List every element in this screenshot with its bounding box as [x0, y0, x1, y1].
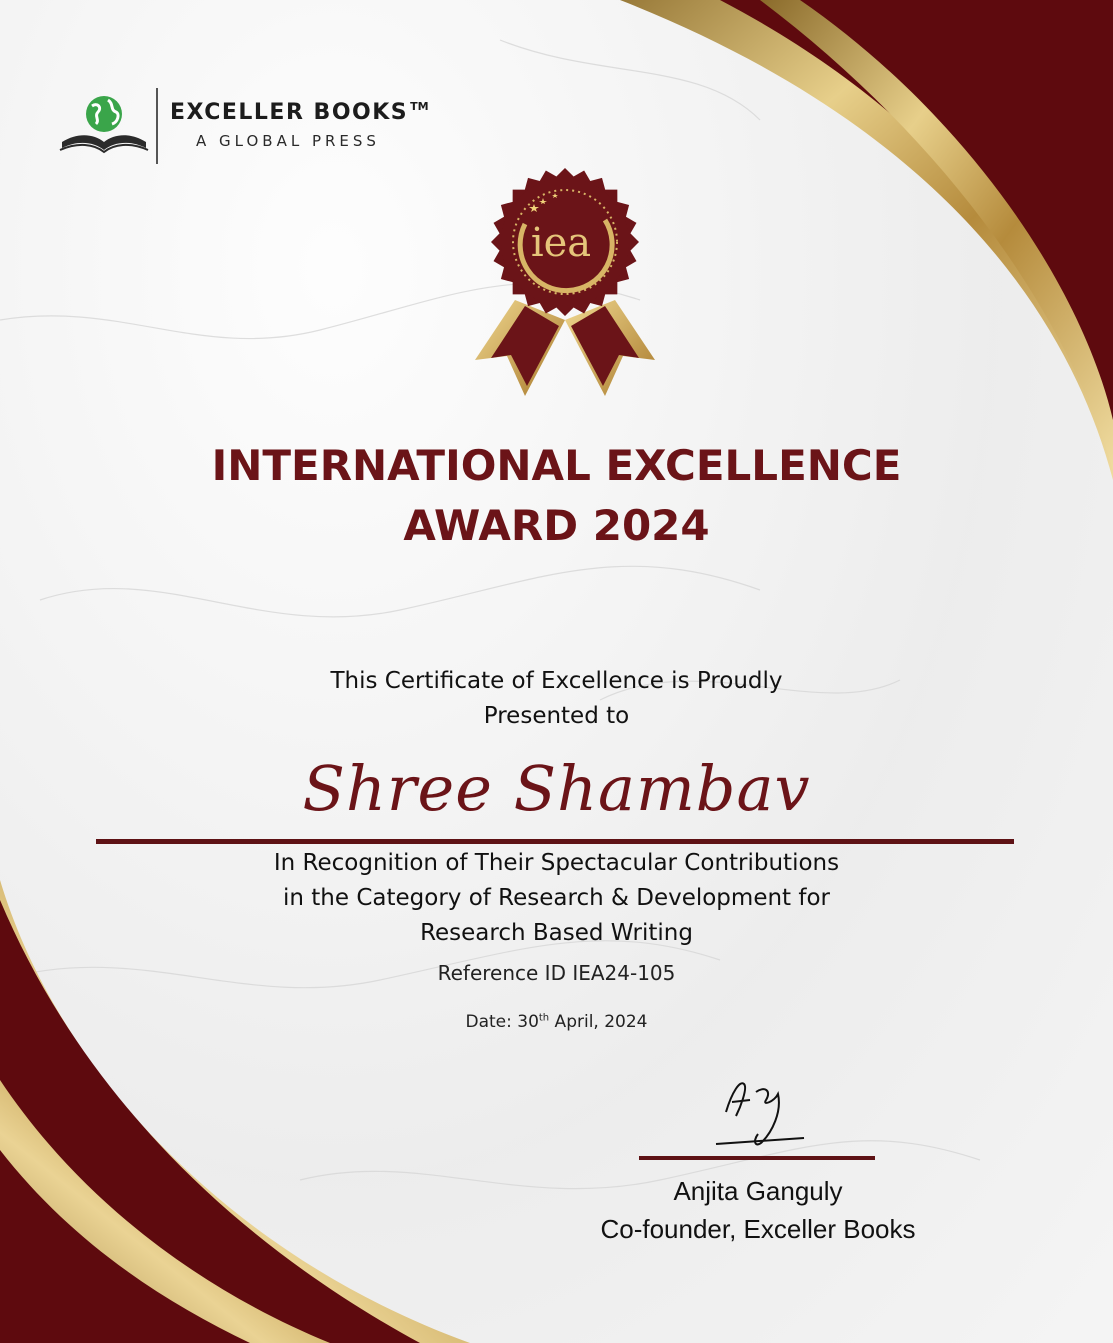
- badge-text: iea: [530, 220, 592, 266]
- award-badge-icon: [455, 160, 675, 410]
- date-ordinal: th: [538, 1012, 550, 1024]
- recognition-line1: In Recognition of Their Spectacular Contributions: [273, 850, 840, 876]
- publisher-logo: [58, 88, 478, 168]
- signatory-role: Co-founder, Exceller Books: [600, 1214, 916, 1244]
- signature-line: [639, 1156, 875, 1160]
- award-title-line1: INTERNATIONAL EXCELLENCE: [211, 441, 902, 490]
- globe-book-icon: [58, 92, 150, 156]
- recognition-line3: Research Based Writing: [420, 920, 693, 946]
- award-title-line2: AWARD 2024: [403, 501, 710, 550]
- recognition-line2: in the Category of Research & Development for: [282, 885, 830, 911]
- publisher-name: EXCELLER BOOKS ™: [170, 100, 429, 125]
- recipient-underline: [96, 839, 1014, 844]
- trademark-mark: TM: [410, 100, 429, 113]
- reference-id: Reference ID IEA24-105: [437, 961, 676, 985]
- presentation-line1: This Certificate of Excellence is Proudly: [330, 668, 783, 694]
- recipient-name: Shree Shambav: [302, 752, 811, 825]
- publisher-tagline: A GLOBAL PRESS: [196, 132, 380, 150]
- presentation-line2: Presented to: [483, 703, 630, 729]
- logo-divider: [156, 88, 158, 164]
- handwritten-signature: [712, 1072, 812, 1152]
- signatory-name: Anjita Ganguly: [673, 1176, 843, 1206]
- certificate-date: Date: 30th April, 2024: [465, 1012, 648, 1032]
